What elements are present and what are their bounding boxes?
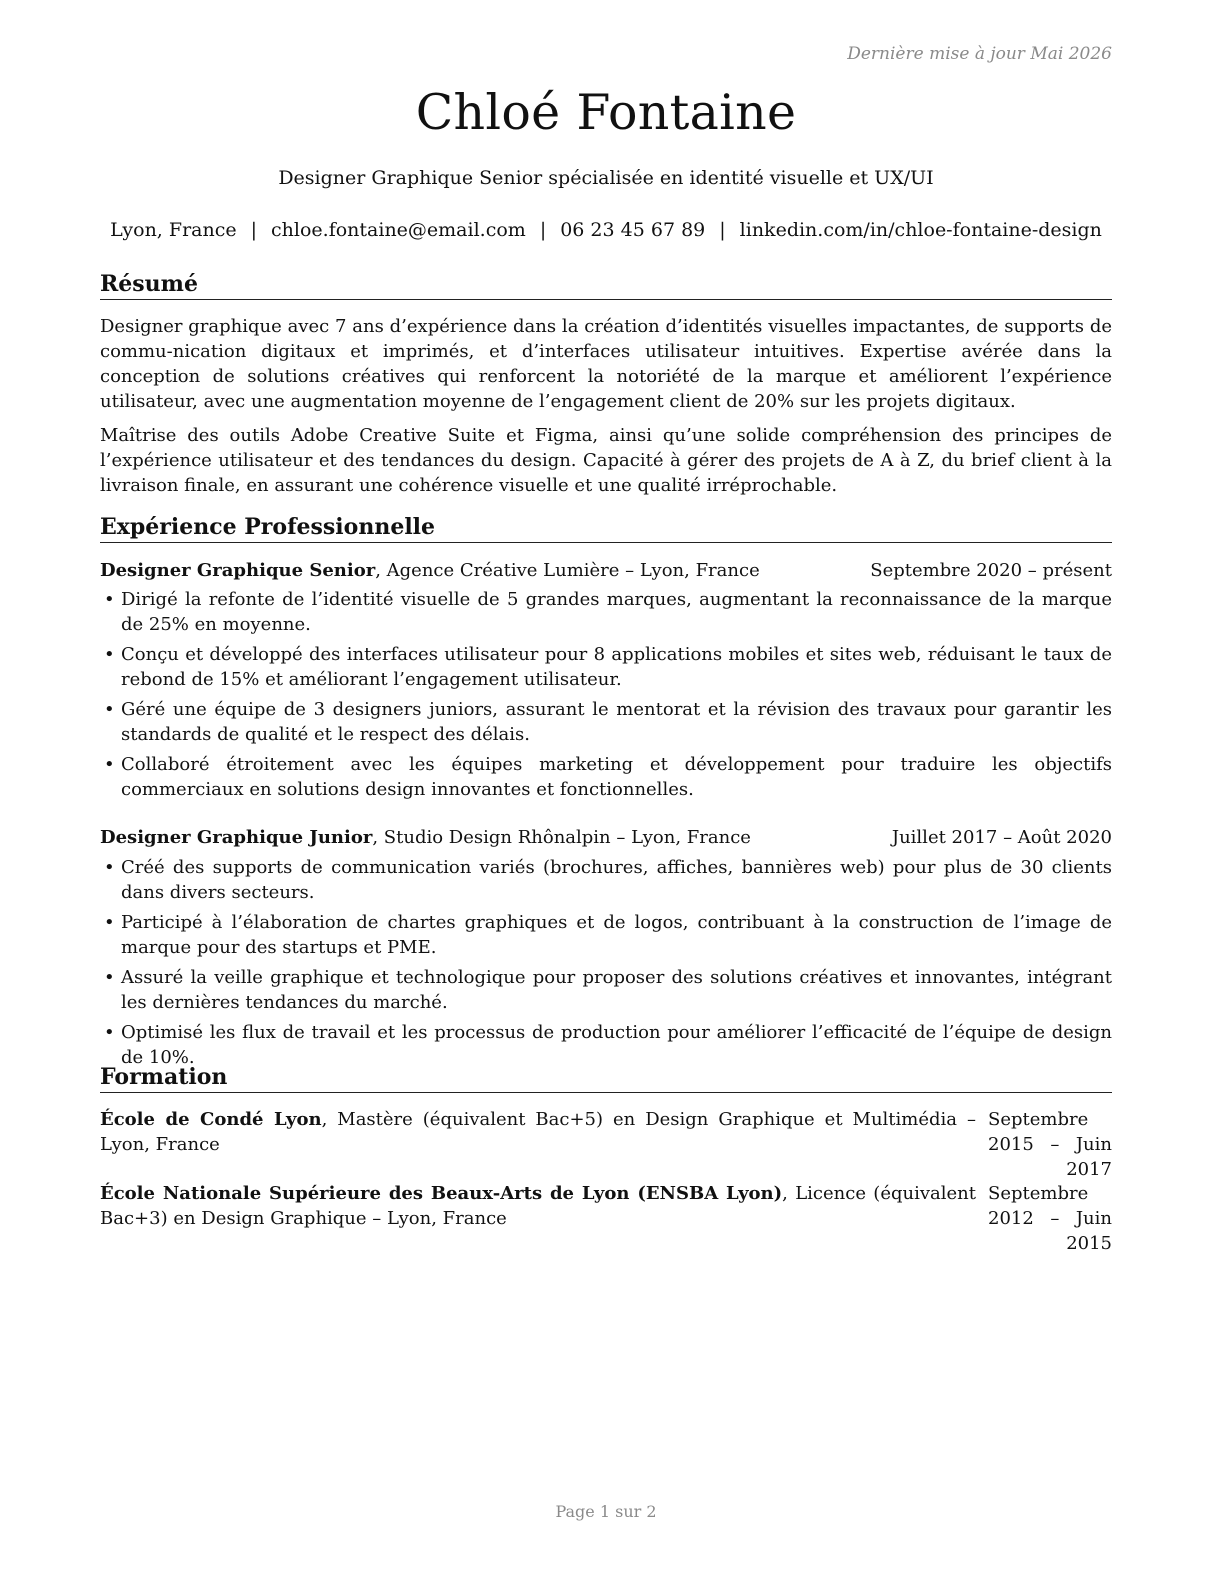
- degree-details: , Licence (équivalent Bac+3) en Design Graphique – Lyon, France: [100, 1183, 976, 1229]
- job-bullets: [100, 587, 1112, 807]
- job-header: [100, 558, 1112, 583]
- education-description: [100, 1181, 976, 1231]
- job-dates: Juillet 2017 – Août 2020: [891, 827, 1112, 848]
- summary-paragraph: Designer graphique avec 7 ans d’expérience dans la création d’identités visuelles impactantes, de supports de commu-nication digitaux et imprimés, et d’interfaces utilisateur intuitives. Expertise avérée dans la conception de solutions créatives qui renforcent la notoriété de la marque et améliorent l’expérience utilisateur, avec une augmentation moyenne de l’engagement client de 20% sur les projets digitaux.: [100, 316, 1112, 412]
- contact-separator: |: [719, 219, 726, 241]
- contact-separator: |: [539, 219, 547, 241]
- bullet-icon: •: [104, 754, 115, 775]
- section-title-experience: Expérience Professionnelle: [100, 514, 1112, 543]
- bullet-icon: •: [104, 589, 115, 610]
- list-item: • Optimisé les flux de travail et les processus de production pour améliorer l’efficacité de l’équipe de design de 10%.: [104, 1022, 1112, 1068]
- list-item: • Conçu et développé des interfaces utilisateur pour 8 applications mobiles et sites web, réduisant le taux de rebond de 15% et améliorant l’engagement utilisateur.: [104, 644, 1112, 690]
- job-company: , Agence Créative Lumière – Lyon, France: [375, 560, 760, 581]
- contact-linkedin[interactable]: linkedin.com/in/chloe-fontaine-design: [739, 219, 1102, 241]
- tagline: Designer Graphique Senior spécialisée en identité visuelle et UX/UI: [278, 167, 934, 189]
- bullet-icon: •: [104, 699, 115, 720]
- contact-line: [100, 219, 1112, 241]
- list-item: • Géré une équipe de 3 designers juniors, assurant le mentorat et la révision des travaux pour garantir les standards de qualité et le respect des délais.: [104, 699, 1112, 745]
- job-bullets: [100, 855, 1112, 1075]
- summary-paragraph: Maîtrise des outils Adobe Creative Suite et Figma, ainsi qu’une solide compréhension des principes de l’expérience utilisateur et des tendances du design. Capacité à gérer des projets de A à Z, du brief client à la livraison finale, en assurant une cohérence visuelle et une qualité irréprochable.: [100, 425, 1112, 496]
- bullet-icon: •: [104, 912, 115, 933]
- contact-phone[interactable]: 06 23 45 67 89: [560, 219, 706, 241]
- education-dates: Septembre 2012 – Juin 2015: [988, 1183, 1112, 1254]
- resume-page: [100, 0, 1112, 1584]
- school-name: École Nationale Supérieure des Beaux-Arts de Lyon (ENSBA Lyon): [100, 1183, 783, 1204]
- list-item: • Participé à l’élaboration de chartes graphiques et de logos, contribuant à la construction de l’image de marque pour des startups et PME.: [104, 912, 1112, 958]
- list-item: • Assuré la veille graphique et technologique pour proposer des solutions créatives et innovantes, intégrant les dernières tendances du marché.: [104, 967, 1112, 1013]
- job-header: [100, 825, 1112, 850]
- list-item: • Créé des supports de communication variés (brochures, affiches, bannières web) pour plus de 30 clients dans divers secteurs.: [104, 857, 1112, 903]
- last-updated: Dernière mise à jour Mai 2026: [847, 44, 1112, 64]
- education-description: [100, 1107, 976, 1157]
- list-item: • Dirigé la refonte de l’identité visuelle de 5 grandes marques, augmentant la reconnaissance de la marque de 25% en moyenne.: [104, 589, 1112, 635]
- contact-email[interactable]: chloe.fontaine@email.com: [271, 219, 526, 241]
- job-role: Designer Graphique Junior: [100, 827, 373, 848]
- job-role: Designer Graphique Senior: [100, 560, 376, 581]
- contact-separator: |: [250, 219, 258, 241]
- list-item: • Collaboré étroitement avec les équipes marketing et développement pour traduire les objectifs commerciaux en solutions design innovantes et fonctionnelles.: [104, 754, 1112, 800]
- candidate-name: Chloé Fontaine: [415, 84, 797, 141]
- degree-details: , Mastère (équivalent Bac+5) en Design Graphique et Multimédia – Lyon, France: [100, 1109, 976, 1155]
- section-title-education: Formation: [100, 1064, 1112, 1093]
- job-dates: Septembre 2020 – présent: [870, 560, 1112, 581]
- education-dates: Septembre 2015 – Juin 2017: [988, 1109, 1112, 1180]
- bullet-icon: •: [104, 644, 115, 665]
- contact-location: Lyon, France: [110, 219, 237, 241]
- school-name: École de Condé Lyon: [100, 1109, 322, 1130]
- bullet-icon: •: [104, 857, 115, 878]
- section-title-summary: Résumé: [100, 271, 1112, 300]
- bullet-icon: •: [104, 967, 115, 988]
- job-company: , Studio Design Rhônalpin – Lyon, France: [372, 827, 751, 848]
- page-number: Page 1 sur 2: [555, 1502, 657, 1521]
- bullet-icon: •: [104, 1022, 115, 1043]
